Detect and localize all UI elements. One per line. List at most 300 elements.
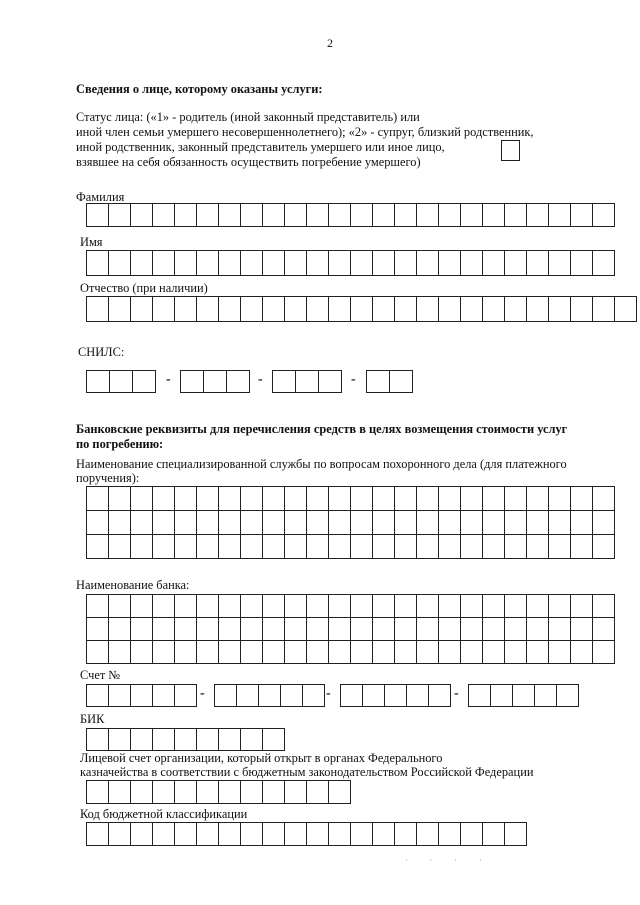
input-cell[interactable] — [417, 823, 439, 846]
input-cell[interactable] — [593, 297, 615, 322]
input-cell[interactable] — [549, 297, 571, 322]
input-cell[interactable] — [395, 641, 417, 664]
input-cell[interactable] — [329, 251, 351, 276]
input-cell[interactable] — [219, 251, 241, 276]
input-cell[interactable] — [351, 511, 373, 535]
input-cell[interactable] — [219, 511, 241, 535]
input-cell[interactable] — [483, 297, 505, 322]
input-cell[interactable] — [439, 641, 461, 664]
input-cell[interactable] — [385, 685, 407, 707]
input-cell[interactable] — [241, 729, 263, 751]
input-cell[interactable] — [505, 823, 527, 846]
input-cell[interactable] — [175, 204, 197, 227]
input-cell[interactable] — [87, 297, 109, 322]
input-cell[interactable] — [307, 535, 329, 559]
input-cell[interactable] — [241, 641, 263, 664]
input-cell[interactable] — [109, 618, 131, 641]
input-cell[interactable] — [263, 511, 285, 535]
input-cell[interactable] — [241, 823, 263, 846]
input-cell[interactable] — [109, 595, 131, 618]
input-cell[interactable] — [549, 595, 571, 618]
input-cell[interactable] — [153, 251, 175, 276]
input-cell[interactable] — [439, 823, 461, 846]
input-cell[interactable] — [175, 823, 197, 846]
input-cell[interactable] — [219, 297, 241, 322]
input-cell[interactable] — [461, 618, 483, 641]
input-cell[interactable] — [215, 685, 237, 707]
input-cell[interactable] — [395, 823, 417, 846]
input-cell[interactable] — [285, 641, 307, 664]
input-cell[interactable] — [110, 371, 133, 393]
input-cell[interactable] — [153, 535, 175, 559]
input-cell[interactable] — [461, 204, 483, 227]
input-cell[interactable] — [241, 535, 263, 559]
input-cell[interactable] — [549, 511, 571, 535]
input-cell[interactable] — [109, 251, 131, 276]
input-cell[interactable] — [549, 204, 571, 227]
input-cell[interactable] — [417, 595, 439, 618]
input-cell[interactable] — [329, 823, 351, 846]
input-cell[interactable] — [109, 487, 131, 511]
surname-grid[interactable] — [86, 203, 615, 227]
input-cell[interactable] — [131, 535, 153, 559]
input-cell[interactable] — [395, 487, 417, 511]
input-cell[interactable] — [153, 511, 175, 535]
input-cell[interactable] — [417, 511, 439, 535]
input-cell[interactable] — [461, 823, 483, 846]
input-cell[interactable] — [329, 781, 351, 804]
input-cell[interactable] — [219, 595, 241, 618]
input-cell[interactable] — [549, 618, 571, 641]
input-cell[interactable] — [175, 641, 197, 664]
input-cell[interactable] — [351, 535, 373, 559]
input-cell[interactable] — [241, 251, 263, 276]
input-cell[interactable] — [307, 511, 329, 535]
input-cell[interactable] — [439, 511, 461, 535]
input-cell[interactable] — [153, 595, 175, 618]
input-cell[interactable] — [527, 297, 549, 322]
input-cell[interactable] — [87, 511, 109, 535]
patronymic-grid[interactable] — [86, 296, 637, 322]
input-cell[interactable] — [263, 297, 285, 322]
input-cell[interactable] — [263, 204, 285, 227]
input-cell[interactable] — [390, 371, 413, 393]
input-cell[interactable] — [483, 618, 505, 641]
input-cell[interactable] — [153, 729, 175, 751]
input-cell[interactable] — [87, 487, 109, 511]
input-cell[interactable] — [461, 297, 483, 322]
input-cell[interactable] — [417, 641, 439, 664]
input-cell[interactable] — [527, 511, 549, 535]
input-cell[interactable] — [329, 297, 351, 322]
input-cell[interactable] — [109, 781, 131, 804]
input-cell[interactable] — [259, 685, 281, 707]
input-cell[interactable] — [461, 251, 483, 276]
input-cell[interactable] — [373, 823, 395, 846]
input-cell[interactable] — [417, 618, 439, 641]
input-cell[interactable] — [395, 511, 417, 535]
input-cell[interactable] — [87, 685, 109, 707]
input-cell[interactable] — [219, 204, 241, 227]
input-cell[interactable] — [461, 535, 483, 559]
input-cell[interactable] — [175, 297, 197, 322]
input-cell[interactable] — [175, 729, 197, 751]
name-grid[interactable] — [86, 250, 615, 276]
input-cell[interactable] — [307, 823, 329, 846]
input-cell[interactable] — [505, 487, 527, 511]
input-cell[interactable] — [131, 204, 153, 227]
input-cell[interactable] — [329, 595, 351, 618]
input-cell[interactable] — [439, 251, 461, 276]
input-cell[interactable] — [407, 685, 429, 707]
input-cell[interactable] — [296, 371, 319, 393]
input-cell[interactable] — [593, 641, 615, 664]
input-cell[interactable] — [307, 781, 329, 804]
input-cell[interactable] — [87, 729, 109, 751]
input-cell[interactable] — [263, 487, 285, 511]
kbk-grid[interactable] — [86, 822, 527, 846]
input-cell[interactable] — [329, 487, 351, 511]
input-cell[interactable] — [373, 487, 395, 511]
input-cell[interactable] — [417, 297, 439, 322]
input-cell[interactable] — [241, 487, 263, 511]
input-cell[interactable] — [329, 641, 351, 664]
account-group-1[interactable] — [86, 684, 197, 707]
input-cell[interactable] — [505, 641, 527, 664]
input-cell[interactable] — [461, 511, 483, 535]
input-cell[interactable] — [351, 297, 373, 322]
input-cell[interactable] — [285, 297, 307, 322]
input-cell[interactable] — [204, 371, 227, 393]
input-cell[interactable] — [87, 781, 109, 804]
input-cell[interactable] — [571, 595, 593, 618]
input-cell[interactable] — [395, 535, 417, 559]
input-cell[interactable] — [351, 204, 373, 227]
input-cell[interactable] — [505, 535, 527, 559]
input-cell[interactable] — [153, 487, 175, 511]
input-cell[interactable] — [571, 535, 593, 559]
input-cell[interactable] — [219, 781, 241, 804]
input-cell[interactable] — [87, 823, 109, 846]
input-cell[interactable] — [527, 487, 549, 511]
input-cell[interactable] — [153, 297, 175, 322]
input-cell[interactable] — [549, 535, 571, 559]
input-cell[interactable] — [329, 204, 351, 227]
input-cell[interactable] — [439, 618, 461, 641]
input-cell[interactable] — [285, 535, 307, 559]
input-cell[interactable] — [263, 618, 285, 641]
input-cell[interactable] — [329, 511, 351, 535]
input-cell[interactable] — [219, 729, 241, 751]
input-cell[interactable] — [505, 251, 527, 276]
input-cell[interactable] — [263, 641, 285, 664]
input-cell[interactable] — [483, 251, 505, 276]
input-cell[interactable] — [439, 204, 461, 227]
input-cell[interactable] — [351, 618, 373, 641]
input-cell[interactable] — [351, 595, 373, 618]
input-cell[interactable] — [527, 595, 549, 618]
input-cell[interactable] — [505, 204, 527, 227]
input-cell[interactable] — [307, 641, 329, 664]
input-cell[interactable] — [571, 251, 593, 276]
input-cell[interactable] — [373, 251, 395, 276]
input-cell[interactable] — [131, 823, 153, 846]
input-cell[interactable] — [461, 641, 483, 664]
account-group-3[interactable] — [340, 684, 451, 707]
input-cell[interactable] — [197, 487, 219, 511]
input-cell[interactable] — [263, 535, 285, 559]
input-cell[interactable] — [341, 685, 363, 707]
input-cell[interactable] — [87, 595, 109, 618]
input-cell[interactable] — [175, 595, 197, 618]
input-cell[interactable] — [527, 535, 549, 559]
input-cell[interactable] — [131, 487, 153, 511]
input-cell[interactable] — [241, 781, 263, 804]
input-cell[interactable] — [87, 251, 109, 276]
input-cell[interactable] — [363, 685, 385, 707]
input-cell[interactable] — [131, 685, 153, 707]
input-cell[interactable] — [307, 251, 329, 276]
snils-group-2[interactable] — [180, 370, 250, 393]
input-cell[interactable] — [571, 297, 593, 322]
input-cell[interactable] — [527, 204, 549, 227]
input-cell[interactable] — [131, 297, 153, 322]
input-cell[interactable] — [109, 641, 131, 664]
input-cell[interactable] — [395, 297, 417, 322]
snils-group-1[interactable] — [86, 370, 156, 393]
input-cell[interactable] — [483, 511, 505, 535]
input-cell[interactable] — [153, 618, 175, 641]
input-cell[interactable] — [181, 371, 204, 393]
input-cell[interactable] — [505, 618, 527, 641]
input-cell[interactable] — [351, 251, 373, 276]
input-cell[interactable] — [109, 297, 131, 322]
input-cell[interactable] — [483, 595, 505, 618]
input-cell[interactable] — [285, 781, 307, 804]
input-cell[interactable] — [153, 781, 175, 804]
input-cell[interactable] — [593, 595, 615, 618]
input-cell[interactable] — [593, 251, 615, 276]
input-cell[interactable] — [373, 204, 395, 227]
input-cell[interactable] — [549, 251, 571, 276]
input-cell[interactable] — [219, 823, 241, 846]
input-cell[interactable] — [109, 204, 131, 227]
input-cell[interactable] — [429, 685, 451, 707]
input-cell[interactable] — [351, 641, 373, 664]
input-cell[interactable] — [461, 487, 483, 511]
input-cell[interactable] — [175, 251, 197, 276]
input-cell[interactable] — [219, 487, 241, 511]
input-cell[interactable] — [219, 618, 241, 641]
input-cell[interactable] — [197, 781, 219, 804]
input-cell[interactable] — [109, 729, 131, 751]
input-cell[interactable] — [285, 251, 307, 276]
input-cell[interactable] — [373, 641, 395, 664]
input-cell[interactable] — [281, 685, 303, 707]
input-cell[interactable] — [571, 487, 593, 511]
input-cell[interactable] — [175, 685, 197, 707]
input-cell[interactable] — [505, 297, 527, 322]
input-cell[interactable] — [351, 823, 373, 846]
input-cell[interactable] — [329, 535, 351, 559]
input-cell[interactable] — [153, 641, 175, 664]
input-cell[interactable] — [373, 618, 395, 641]
input-cell[interactable] — [571, 641, 593, 664]
input-cell[interactable] — [461, 595, 483, 618]
input-cell[interactable] — [571, 511, 593, 535]
input-cell[interactable] — [439, 595, 461, 618]
input-cell[interactable] — [241, 618, 263, 641]
input-cell[interactable] — [175, 511, 197, 535]
input-cell[interactable] — [373, 511, 395, 535]
input-cell[interactable] — [483, 535, 505, 559]
input-cell[interactable] — [153, 685, 175, 707]
input-cell[interactable] — [367, 371, 390, 393]
input-cell[interactable] — [527, 641, 549, 664]
bank-name-grid[interactable] — [86, 594, 615, 664]
input-cell[interactable] — [285, 204, 307, 227]
input-cell[interactable] — [319, 371, 342, 393]
input-cell[interactable] — [593, 618, 615, 641]
input-cell[interactable] — [131, 251, 153, 276]
input-cell[interactable] — [395, 251, 417, 276]
input-cell[interactable] — [197, 535, 219, 559]
input-cell[interactable] — [395, 595, 417, 618]
status-code-box[interactable] — [501, 140, 520, 161]
account-group-4[interactable] — [468, 684, 579, 707]
input-cell[interactable] — [395, 204, 417, 227]
input-cell[interactable] — [483, 823, 505, 846]
input-cell[interactable] — [307, 297, 329, 322]
input-cell[interactable] — [109, 535, 131, 559]
input-cell[interactable] — [307, 204, 329, 227]
input-cell[interactable] — [439, 535, 461, 559]
input-cell[interactable] — [593, 204, 615, 227]
input-cell[interactable] — [439, 297, 461, 322]
input-cell[interactable] — [87, 535, 109, 559]
input-cell[interactable] — [197, 204, 219, 227]
input-cell[interactable] — [483, 641, 505, 664]
input-cell[interactable] — [593, 511, 615, 535]
input-cell[interactable] — [131, 618, 153, 641]
input-cell[interactable] — [241, 595, 263, 618]
input-cell[interactable] — [273, 371, 296, 393]
input-cell[interactable] — [329, 618, 351, 641]
input-cell[interactable] — [241, 204, 263, 227]
snils-group-3[interactable] — [272, 370, 342, 393]
input-cell[interactable] — [197, 641, 219, 664]
input-cell[interactable] — [197, 618, 219, 641]
service-name-grid[interactable] — [86, 486, 615, 559]
input-cell[interactable] — [417, 204, 439, 227]
input-cell[interactable] — [197, 729, 219, 751]
input-cell[interactable] — [131, 641, 153, 664]
input-cell[interactable] — [285, 618, 307, 641]
input-cell[interactable] — [395, 618, 417, 641]
input-cell[interactable] — [219, 641, 241, 664]
input-cell[interactable] — [109, 823, 131, 846]
input-cell[interactable] — [263, 595, 285, 618]
input-cell[interactable] — [307, 618, 329, 641]
input-cell[interactable] — [307, 487, 329, 511]
input-cell[interactable] — [175, 487, 197, 511]
input-cell[interactable] — [571, 618, 593, 641]
input-cell[interactable] — [109, 685, 131, 707]
input-cell[interactable] — [571, 204, 593, 227]
input-cell[interactable] — [469, 685, 491, 707]
input-cell[interactable] — [241, 297, 263, 322]
input-cell[interactable] — [197, 595, 219, 618]
input-cell[interactable] — [241, 511, 263, 535]
input-cell[interactable] — [263, 729, 285, 751]
input-cell[interactable] — [175, 781, 197, 804]
input-cell[interactable] — [87, 618, 109, 641]
input-cell[interactable] — [373, 297, 395, 322]
input-cell[interactable] — [153, 823, 175, 846]
input-cell[interactable] — [263, 251, 285, 276]
input-cell[interactable] — [439, 487, 461, 511]
input-cell[interactable] — [303, 685, 325, 707]
bik-grid[interactable] — [86, 728, 285, 751]
input-cell[interactable] — [197, 297, 219, 322]
input-cell[interactable] — [417, 487, 439, 511]
input-cell[interactable] — [133, 371, 156, 393]
input-cell[interactable] — [285, 487, 307, 511]
input-cell[interactable] — [505, 511, 527, 535]
input-cell[interactable] — [351, 487, 373, 511]
input-cell[interactable] — [197, 823, 219, 846]
personal-account-grid[interactable] — [86, 780, 351, 804]
input-cell[interactable] — [285, 511, 307, 535]
input-cell[interactable] — [505, 595, 527, 618]
input-cell[interactable] — [483, 487, 505, 511]
input-cell[interactable] — [153, 204, 175, 227]
input-cell[interactable] — [237, 685, 259, 707]
input-cell[interactable] — [131, 595, 153, 618]
input-cell[interactable] — [285, 595, 307, 618]
input-cell[interactable] — [131, 729, 153, 751]
input-cell[interactable] — [417, 535, 439, 559]
input-cell[interactable] — [513, 685, 535, 707]
input-cell[interactable] — [175, 535, 197, 559]
input-cell[interactable] — [87, 204, 109, 227]
input-cell[interactable] — [373, 595, 395, 618]
input-cell[interactable] — [615, 297, 637, 322]
input-cell[interactable] — [175, 618, 197, 641]
input-cell[interactable] — [373, 535, 395, 559]
input-cell[interactable] — [593, 487, 615, 511]
input-cell[interactable] — [557, 685, 579, 707]
input-cell[interactable] — [417, 251, 439, 276]
input-cell[interactable] — [549, 487, 571, 511]
input-cell[interactable] — [483, 204, 505, 227]
input-cell[interactable] — [535, 685, 557, 707]
input-cell[interactable] — [307, 595, 329, 618]
input-cell[interactable] — [197, 251, 219, 276]
snils-group-4[interactable] — [366, 370, 413, 393]
input-cell[interactable] — [491, 685, 513, 707]
input-cell[interactable] — [263, 823, 285, 846]
input-cell[interactable] — [131, 511, 153, 535]
input-cell[interactable] — [527, 251, 549, 276]
input-cell[interactable] — [219, 535, 241, 559]
input-cell[interactable] — [263, 781, 285, 804]
input-cell[interactable] — [131, 781, 153, 804]
account-group-2[interactable] — [214, 684, 325, 707]
input-cell[interactable] — [87, 371, 110, 393]
input-cell[interactable] — [227, 371, 250, 393]
input-cell[interactable] — [549, 641, 571, 664]
